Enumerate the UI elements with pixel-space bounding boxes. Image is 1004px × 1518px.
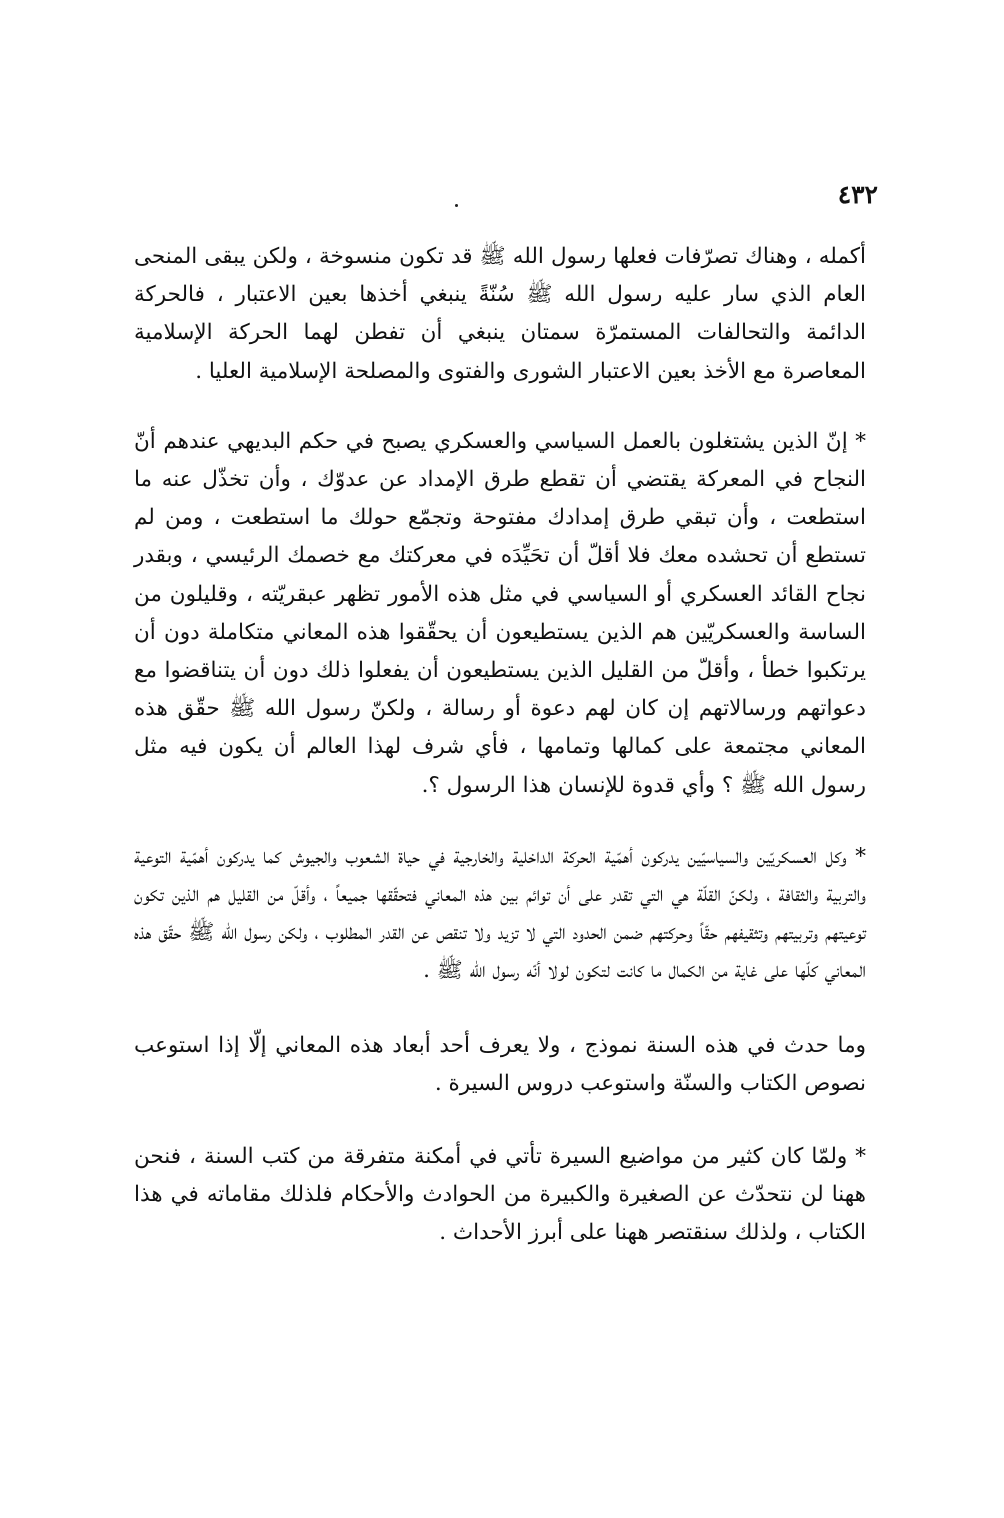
paragraph-5: * ولمّا كان كثير من مواضيع السيرة تأتي في أمكنة متفرقة من كتب السنة ، فنحن ههنا لن نتحدّث عن الصغيرة والكبيرة من الحوادث والأحكام فلذلك مقاماته في هذا الكتاب ، ولذلك سنقتصر ههنا على أبرز الأحداث . [134, 1144, 866, 1246]
paragraph-1: أكمله ، وهناك تصرّفات فعلها رسول الله ﷺ قد تكون منسوخة ، ولكن يبقى المنحى العام الذي سار عليه رسول الله ﷺ سُنّةً ينبغي أخذها بعين الاعتبار ، فالحركة الدائمة والتحالفات المستمرّة سمتان ينبغي أن تفطن لهما الحركة الإسلامية المعاصرة مع الأخذ بعين الاعتبار الشورى والفتوى والمصلحة الإسلامية العليا . [134, 244, 866, 384]
page-body [134, 238, 866, 1253]
paragraph-4: وما حدث في هذه السنة نموذج ، ولا يعرف أحد أبعاد هذه المعاني إلّا إذا استوعب نصوص الكتاب والسنّة واستوعب دروس السيرة . [134, 1032, 866, 1096]
page-number: ٤٣٢ [837, 180, 878, 209]
ink-dot [455, 204, 458, 207]
paragraph-3: * وكل العسكريّين والسياسيّين يدركون أهمّية الحركة الداخلية والخارجية في حياة الشعوب والجيوش كما يدركون أهمّية التوعية والتربية والثقافة ، ولكنّ القلّة هي التي تقدر على أن توائم بين هذه المعاني فتحقّقها جميعاً ، وأقلّ من القليل هم الذين تكون توعيتهم وتربيتهم وتثقيفهم حقّاً وحركتهم ضمن الحدود التي لا تزيد ولا تنقص عن القدر المطلوب ، ولكن رسول الله ﷺ حقّق هذه المعاني كلّها على غاية من الكمال ما كانت لتكون لولا أنّه رسول الله ﷺ . [134, 843, 866, 984]
paragraph-2: * إنّ الذين يشتغلون بالعمل السياسي والعسكري يصبح في حكم البديهي عندهم أنّ النجاح في المعركة يقتضي أن تقطع طرق الإمداد عن عدوّك ، وأن تخذّل عنه ما استطعت ، وأن تبقي طرق إمدادك مفتوحة وتجمّع حولك ما استطعت ، ومن لم تستطع أن تحشده معك فلا أقلّ أن تحَيِّدَه في معركتك مع خصمك الرئيسي ، وبقدر نجاح القائد العسكري أو السياسي في مثل هذه الأمور تظهر عبقريّته ، وقليلون من الساسة والعسكريّين هم الذين يستطيعون أن يحقّقوا هذه المعاني متكاملة دون أن يرتكبوا خطأ ، وأقلّ من القليل الذين يستطيعون أن يفعلوا ذلك دون أن يتناقضوا مع دعواتهم ورسالاتهم إن كان لهم دعوة أو رسالة ، ولكنّ رسول الله ﷺ حقّق هذه المعاني مجتمعة على كمالها وتمامها ، فأي شرف لهذا العالم أن يكون فيه مثل رسول الله ﷺ ؟ وأي قدوة للإنسان هذا الرسول ؟. [134, 428, 866, 798]
